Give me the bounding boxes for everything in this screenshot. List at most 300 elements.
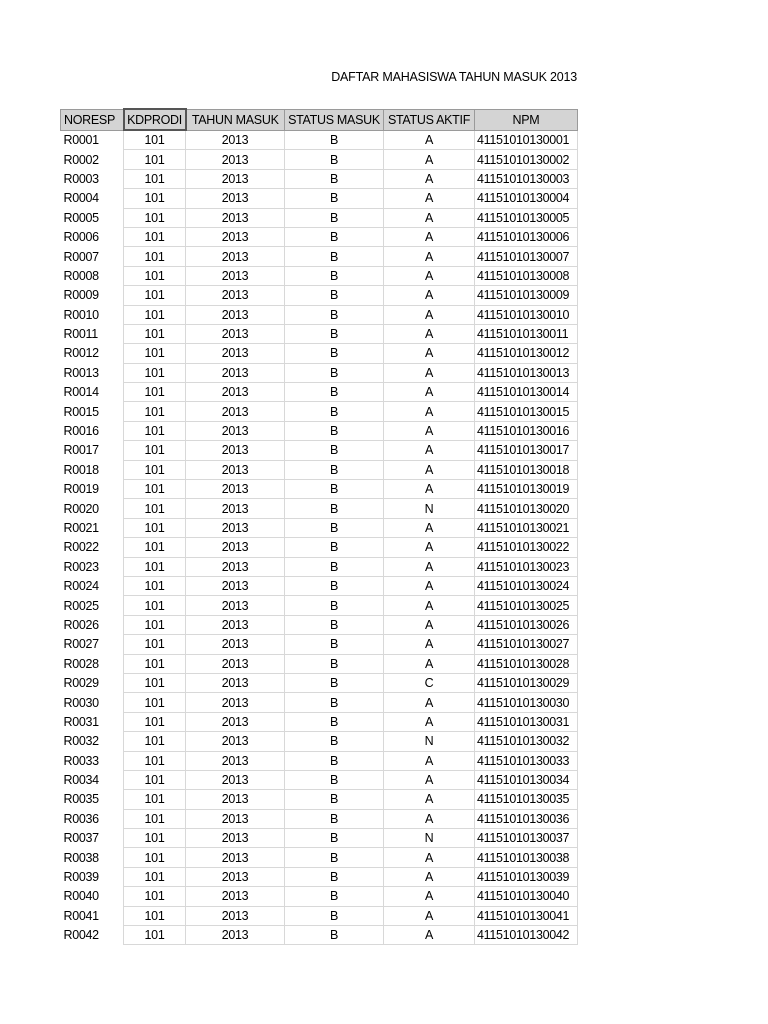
cell-npm[interactable]: 41151010130016 [475,421,578,440]
cell-npm[interactable]: 41151010130004 [475,189,578,208]
cell-npm[interactable]: 41151010130003 [475,169,578,188]
cell-noresp[interactable]: R0038 [61,848,124,867]
table-row [61,809,578,828]
cell-status-masuk[interactable]: B [285,712,384,731]
cell-npm[interactable]: 41151010130020 [475,499,578,518]
cell-noresp[interactable]: R0006 [61,227,124,246]
cell-npm[interactable]: 41151010130033 [475,751,578,770]
cell-npm[interactable]: 41151010130002 [475,150,578,169]
cell-status-masuk[interactable]: B [285,480,384,499]
cell-noresp[interactable]: R0023 [61,557,124,576]
cell-status-masuk[interactable]: B [285,344,384,363]
cell-noresp[interactable]: R0020 [61,499,124,518]
cell-noresp[interactable]: R0018 [61,460,124,479]
cell-npm[interactable]: 41151010130025 [475,596,578,615]
table-row [61,615,578,634]
cell-noresp[interactable]: R0034 [61,770,124,789]
cell-noresp[interactable]: R0021 [61,518,124,537]
cell-npm[interactable]: 41151010130011 [475,324,578,343]
table-row [61,538,578,557]
cell-tahun-masuk[interactable]: 2013 [186,421,285,440]
cell-tahun-masuk[interactable]: 2013 [186,363,285,382]
cell-noresp[interactable]: R0003 [61,169,124,188]
cell-status-aktif[interactable]: A [384,169,475,188]
header-row [61,109,578,130]
cell-kdprodi[interactable]: 101 [124,460,186,479]
cell-npm[interactable]: 41151010130035 [475,790,578,809]
table-row [61,363,578,382]
cell-kdprodi[interactable]: 101 [124,383,186,402]
cell-noresp[interactable]: R0039 [61,867,124,886]
cell-status-masuk[interactable]: B [285,596,384,615]
cell-tahun-masuk[interactable]: 2013 [186,460,285,479]
cell-status-masuk[interactable]: B [285,770,384,789]
cell-kdprodi[interactable]: 101 [124,790,186,809]
cell-status-aktif[interactable]: A [384,402,475,421]
table-row [61,518,578,537]
cell-tahun-masuk[interactable]: 2013 [186,732,285,751]
cell-tahun-masuk[interactable]: 2013 [186,130,285,150]
cell-kdprodi[interactable]: 101 [124,829,186,848]
cell-status-masuk[interactable]: B [285,887,384,906]
cell-status-masuk[interactable]: B [285,363,384,382]
table-row [61,906,578,925]
cell-tahun-masuk[interactable]: 2013 [186,654,285,673]
cell-status-masuk[interactable]: B [285,305,384,324]
cell-tahun-masuk[interactable]: 2013 [186,286,285,305]
cell-kdprodi[interactable]: 101 [124,266,186,285]
cell-npm[interactable]: 41151010130019 [475,480,578,499]
cell-kdprodi[interactable]: 101 [124,809,186,828]
cell-npm[interactable]: 41151010130009 [475,286,578,305]
header-status-masuk[interactable]: STATUS MASUK [285,109,384,130]
header-noresp[interactable]: NORESP [61,109,124,130]
cell-npm[interactable]: 41151010130005 [475,208,578,227]
cell-status-aktif[interactable]: C [384,673,475,692]
cell-status-aktif[interactable]: A [384,227,475,246]
cell-tahun-masuk[interactable]: 2013 [186,751,285,770]
cell-tahun-masuk[interactable]: 2013 [186,518,285,537]
cell-npm[interactable]: 41151010130022 [475,538,578,557]
cell-status-masuk[interactable]: B [285,615,384,634]
table-row [61,189,578,208]
table-row [61,169,578,188]
cell-npm[interactable]: 41151010130029 [475,673,578,692]
cell-tahun-masuk[interactable]: 2013 [186,673,285,692]
cell-tahun-masuk[interactable]: 2013 [186,693,285,712]
cell-kdprodi[interactable]: 101 [124,402,186,421]
cell-status-aktif[interactable]: A [384,421,475,440]
cell-kdprodi[interactable]: 101 [124,538,186,557]
cell-noresp[interactable]: R0017 [61,441,124,460]
cell-status-aktif[interactable]: A [384,208,475,227]
table-row [61,635,578,654]
cell-status-masuk[interactable]: B [285,693,384,712]
table-row [61,887,578,906]
cell-status-masuk[interactable]: B [285,169,384,188]
table-row [61,441,578,460]
cell-tahun-masuk[interactable]: 2013 [186,383,285,402]
cell-noresp[interactable]: R0036 [61,809,124,828]
cell-status-masuk[interactable]: B [285,518,384,537]
cell-npm[interactable]: 41151010130031 [475,712,578,731]
cell-kdprodi[interactable]: 101 [124,189,186,208]
cell-npm[interactable]: 41151010130013 [475,363,578,382]
cell-kdprodi[interactable]: 101 [124,169,186,188]
cell-tahun-masuk[interactable]: 2013 [186,770,285,789]
cell-kdprodi[interactable]: 101 [124,712,186,731]
cell-status-aktif[interactable]: A [384,344,475,363]
cell-tahun-masuk[interactable]: 2013 [186,189,285,208]
cell-npm[interactable]: 41151010130028 [475,654,578,673]
table-row [61,751,578,770]
cell-status-aktif[interactable]: A [384,266,475,285]
table-row [61,402,578,421]
table-row [61,770,578,789]
cell-kdprodi[interactable]: 101 [124,557,186,576]
cell-kdprodi[interactable]: 101 [124,344,186,363]
cell-noresp[interactable]: R0026 [61,615,124,634]
cell-kdprodi[interactable]: 101 [124,518,186,537]
cell-kdprodi[interactable]: 101 [124,576,186,595]
cell-kdprodi[interactable]: 101 [124,363,186,382]
cell-npm[interactable]: 41151010130014 [475,383,578,402]
cell-status-masuk[interactable]: B [285,751,384,770]
cell-kdprodi[interactable]: 101 [124,324,186,343]
cell-noresp[interactable]: R0032 [61,732,124,751]
cell-kdprodi[interactable]: 101 [124,635,186,654]
cell-kdprodi[interactable]: 101 [124,286,186,305]
cell-status-masuk[interactable]: B [285,906,384,925]
cell-noresp[interactable]: R0002 [61,150,124,169]
cell-kdprodi[interactable]: 101 [124,732,186,751]
cell-tahun-masuk[interactable]: 2013 [186,926,285,945]
cell-status-masuk[interactable]: B [285,635,384,654]
cell-noresp[interactable]: R0042 [61,926,124,945]
table-row [61,926,578,945]
cell-status-masuk[interactable]: B [285,227,384,246]
table-row [61,344,578,363]
cell-status-aktif[interactable]: A [384,848,475,867]
cell-kdprodi[interactable]: 101 [124,441,186,460]
cell-noresp[interactable]: R0030 [61,693,124,712]
cell-npm[interactable]: 41151010130027 [475,635,578,654]
cell-status-aktif[interactable]: A [384,286,475,305]
cell-status-aktif[interactable]: A [384,518,475,537]
cell-status-aktif[interactable]: A [384,247,475,266]
cell-kdprodi[interactable]: 101 [124,654,186,673]
cell-noresp[interactable]: R0016 [61,421,124,440]
cell-npm[interactable]: 41151010130008 [475,266,578,285]
cell-noresp[interactable]: R0031 [61,712,124,731]
cell-npm[interactable]: 41151010130023 [475,557,578,576]
cell-status-aktif[interactable]: A [384,441,475,460]
cell-npm[interactable]: 41151010130026 [475,615,578,634]
cell-npm[interactable]: 41151010130012 [475,344,578,363]
cell-status-aktif[interactable]: A [384,576,475,595]
cell-tahun-masuk[interactable]: 2013 [186,480,285,499]
cell-status-aktif[interactable]: A [384,305,475,324]
cell-tahun-masuk[interactable]: 2013 [186,441,285,460]
table-row [61,673,578,692]
table-row [61,227,578,246]
cell-noresp[interactable]: R0022 [61,538,124,557]
table-row [61,712,578,731]
cell-noresp[interactable]: R0025 [61,596,124,615]
cell-npm[interactable]: 41151010130001 [475,130,578,150]
table-body [61,130,578,945]
table-row [61,324,578,343]
cell-npm[interactable]: 41151010130037 [475,829,578,848]
cell-status-masuk[interactable]: B [285,557,384,576]
cell-kdprodi[interactable]: 101 [124,227,186,246]
cell-npm[interactable]: 41151010130040 [475,887,578,906]
table-row [61,867,578,886]
cell-tahun-masuk[interactable]: 2013 [186,596,285,615]
table-row [61,150,578,169]
cell-noresp[interactable]: R0029 [61,673,124,692]
table-row [61,460,578,479]
cell-status-aktif[interactable]: N [384,499,475,518]
cell-kdprodi[interactable]: 101 [124,770,186,789]
student-table [60,108,578,945]
cell-kdprodi[interactable]: 101 [124,673,186,692]
cell-status-masuk[interactable]: B [285,654,384,673]
cell-status-aktif[interactable]: A [384,654,475,673]
cell-tahun-masuk[interactable]: 2013 [186,266,285,285]
cell-kdprodi[interactable]: 101 [124,693,186,712]
header-status-aktif[interactable]: STATUS AKTIF [384,109,475,130]
cell-status-masuk[interactable]: B [285,809,384,828]
cell-npm[interactable]: 41151010130032 [475,732,578,751]
cell-npm[interactable]: 41151010130039 [475,867,578,886]
cell-status-aktif[interactable]: A [384,887,475,906]
cell-status-masuk[interactable]: B [285,286,384,305]
cell-npm[interactable]: 41151010130010 [475,305,578,324]
cell-status-masuk[interactable]: B [285,383,384,402]
cell-status-masuk[interactable]: B [285,460,384,479]
cell-noresp[interactable]: R0001 [61,130,124,150]
cell-kdprodi[interactable]: 101 [124,130,186,150]
table-row [61,130,578,150]
cell-npm[interactable]: 41151010130030 [475,693,578,712]
cell-status-masuk[interactable]: B [285,867,384,886]
cell-tahun-masuk[interactable]: 2013 [186,906,285,925]
cell-status-masuk[interactable]: B [285,402,384,421]
cell-noresp[interactable]: R0037 [61,829,124,848]
table-row [61,247,578,266]
cell-status-masuk[interactable]: B [285,829,384,848]
cell-status-masuk[interactable]: B [285,189,384,208]
cell-status-aktif[interactable]: A [384,538,475,557]
cell-status-masuk[interactable]: B [285,848,384,867]
cell-tahun-masuk[interactable]: 2013 [186,848,285,867]
cell-noresp[interactable]: R0035 [61,790,124,809]
table-row [61,421,578,440]
cell-npm[interactable]: 41151010130036 [475,809,578,828]
cell-status-aktif[interactable]: A [384,693,475,712]
cell-tahun-masuk[interactable]: 2013 [186,499,285,518]
cell-npm[interactable]: 41151010130021 [475,518,578,537]
cell-tahun-masuk[interactable]: 2013 [186,635,285,654]
table-row [61,576,578,595]
cell-tahun-masuk[interactable]: 2013 [186,344,285,363]
header-tahun-masuk[interactable]: TAHUN MASUK [186,109,285,130]
cell-tahun-masuk[interactable]: 2013 [186,169,285,188]
table-row [61,480,578,499]
cell-tahun-masuk[interactable]: 2013 [186,538,285,557]
cell-kdprodi[interactable]: 101 [124,596,186,615]
cell-npm[interactable]: 41151010130015 [475,402,578,421]
table-row [61,305,578,324]
header-kdprodi[interactable]: KDPRODI [124,109,186,130]
cell-npm[interactable]: 41151010130017 [475,441,578,460]
cell-npm[interactable]: 41151010130007 [475,247,578,266]
cell-status-masuk[interactable]: B [285,247,384,266]
cell-status-aktif[interactable]: A [384,363,475,382]
cell-noresp[interactable]: R0013 [61,363,124,382]
cell-status-aktif[interactable]: A [384,460,475,479]
cell-status-aktif[interactable]: A [384,189,475,208]
cell-status-masuk[interactable]: B [285,421,384,440]
cell-status-aktif[interactable]: A [384,150,475,169]
table-row [61,790,578,809]
cell-status-aktif[interactable]: A [384,809,475,828]
cell-kdprodi[interactable]: 101 [124,867,186,886]
cell-status-aktif[interactable]: A [384,324,475,343]
cell-tahun-masuk[interactable]: 2013 [186,887,285,906]
header-npm[interactable]: NPM [475,109,578,130]
cell-npm[interactable]: 41151010130042 [475,926,578,945]
table-row [61,596,578,615]
cell-tahun-masuk[interactable]: 2013 [186,557,285,576]
cell-kdprodi[interactable]: 101 [124,499,186,518]
cell-noresp[interactable]: R0009 [61,286,124,305]
table-row [61,829,578,848]
cell-noresp[interactable]: R0010 [61,305,124,324]
cell-kdprodi[interactable]: 101 [124,615,186,634]
cell-status-aktif[interactable]: A [384,926,475,945]
cell-status-masuk[interactable]: B [285,266,384,285]
cell-tahun-masuk[interactable]: 2013 [186,809,285,828]
cell-noresp[interactable]: R0024 [61,576,124,595]
cell-status-masuk[interactable]: B [285,926,384,945]
cell-noresp[interactable]: R0028 [61,654,124,673]
cell-tahun-masuk[interactable]: 2013 [186,790,285,809]
cell-tahun-masuk[interactable]: 2013 [186,829,285,848]
cell-npm[interactable]: 41151010130018 [475,460,578,479]
cell-tahun-masuk[interactable]: 2013 [186,247,285,266]
cell-status-aktif[interactable]: N [384,829,475,848]
cell-status-masuk[interactable]: B [285,790,384,809]
cell-npm[interactable]: 41151010130041 [475,906,578,925]
cell-noresp[interactable]: R0041 [61,906,124,925]
table-header [61,109,578,130]
cell-status-masuk[interactable]: B [285,732,384,751]
cell-tahun-masuk[interactable]: 2013 [186,227,285,246]
cell-status-aktif[interactable]: A [384,480,475,499]
cell-status-aktif[interactable]: A [384,751,475,770]
cell-status-masuk[interactable]: B [285,499,384,518]
cell-kdprodi[interactable]: 101 [124,926,186,945]
table-row [61,208,578,227]
cell-npm[interactable]: 41151010130006 [475,227,578,246]
cell-kdprodi[interactable]: 101 [124,421,186,440]
cell-status-masuk[interactable]: B [285,441,384,460]
cell-status-masuk[interactable]: B [285,208,384,227]
cell-kdprodi[interactable]: 101 [124,208,186,227]
cell-status-masuk[interactable]: B [285,673,384,692]
cell-tahun-masuk[interactable]: 2013 [186,867,285,886]
cell-kdprodi[interactable]: 101 [124,305,186,324]
cell-status-masuk[interactable]: B [285,130,384,150]
cell-tahun-masuk[interactable]: 2013 [186,402,285,421]
cell-status-aktif[interactable]: A [384,867,475,886]
cell-kdprodi[interactable]: 101 [124,480,186,499]
cell-noresp[interactable]: R0027 [61,635,124,654]
table-row [61,499,578,518]
cell-tahun-masuk[interactable]: 2013 [186,208,285,227]
cell-status-aktif[interactable]: A [384,615,475,634]
cell-kdprodi[interactable]: 101 [124,906,186,925]
cell-tahun-masuk[interactable]: 2013 [186,324,285,343]
cell-status-aktif[interactable]: A [384,712,475,731]
cell-noresp[interactable]: R0012 [61,344,124,363]
cell-status-masuk[interactable]: B [285,324,384,343]
cell-status-aktif[interactable]: A [384,596,475,615]
cell-tahun-masuk[interactable]: 2013 [186,576,285,595]
cell-status-aktif[interactable]: N [384,732,475,751]
table-row [61,286,578,305]
cell-noresp[interactable]: R0008 [61,266,124,285]
cell-noresp[interactable]: R0011 [61,324,124,343]
cell-tahun-masuk[interactable]: 2013 [186,712,285,731]
cell-tahun-masuk[interactable]: 2013 [186,615,285,634]
cell-status-aktif[interactable]: A [384,557,475,576]
cell-status-aktif[interactable]: A [384,770,475,789]
cell-noresp[interactable]: R0004 [61,189,124,208]
cell-noresp[interactable]: R0033 [61,751,124,770]
cell-noresp[interactable]: R0015 [61,402,124,421]
cell-status-aktif[interactable]: A [384,383,475,402]
cell-kdprodi[interactable]: 101 [124,751,186,770]
cell-npm[interactable]: 41151010130034 [475,770,578,789]
cell-npm[interactable]: 41151010130024 [475,576,578,595]
cell-noresp[interactable]: R0014 [61,383,124,402]
cell-kdprodi[interactable]: 101 [124,887,186,906]
cell-kdprodi[interactable]: 101 [124,150,186,169]
cell-npm[interactable]: 41151010130038 [475,848,578,867]
cell-status-masuk[interactable]: B [285,576,384,595]
cell-status-masuk[interactable]: B [285,150,384,169]
cell-tahun-masuk[interactable]: 2013 [186,150,285,169]
cell-noresp[interactable]: R0005 [61,208,124,227]
table-row [61,848,578,867]
cell-kdprodi[interactable]: 101 [124,247,186,266]
cell-status-aktif[interactable]: A [384,130,475,150]
cell-status-aktif[interactable]: A [384,906,475,925]
table-row [61,557,578,576]
cell-status-masuk[interactable]: B [285,538,384,557]
cell-noresp[interactable]: R0019 [61,480,124,499]
table-row [61,266,578,285]
cell-noresp[interactable]: R0040 [61,887,124,906]
cell-status-aktif[interactable]: A [384,635,475,654]
cell-tahun-masuk[interactable]: 2013 [186,305,285,324]
cell-kdprodi[interactable]: 101 [124,848,186,867]
cell-noresp[interactable]: R0007 [61,247,124,266]
cell-status-aktif[interactable]: A [384,790,475,809]
